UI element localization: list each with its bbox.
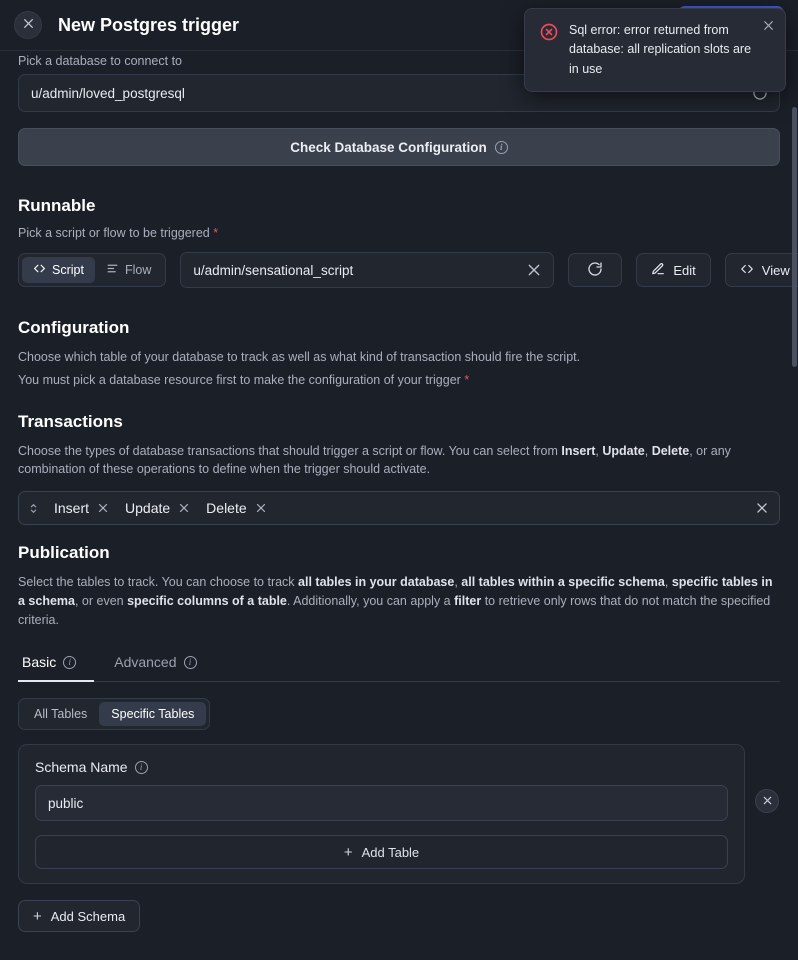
transactions-desc-post: , or any combination of these operations to define when the trigger should activate. — [18, 443, 731, 477]
error-toast — [524, 8, 786, 92]
check-database-configuration-button[interactable] — [18, 128, 780, 166]
tab-advanced[interactable] — [110, 645, 214, 682]
mode-specific-tables[interactable] — [99, 702, 206, 726]
chevron-updown-icon — [27, 502, 40, 515]
mode-all-tables[interactable] — [22, 702, 99, 726]
runnable-path-field — [180, 252, 554, 288]
clear-runnable-icon[interactable] — [526, 262, 542, 278]
refresh-runnable-button[interactable] — [568, 253, 622, 287]
transactions-sep-1: , — [595, 443, 603, 458]
runnable-label-text: Pick a script or flow to be triggered — [18, 226, 210, 240]
transaction-chip-label: Insert — [54, 500, 90, 516]
add-schema-label: Add Schema — [50, 908, 126, 924]
add-table-label: Add Table — [361, 844, 420, 860]
schema-row — [18, 744, 780, 884]
runnable-row — [18, 252, 790, 288]
schema-name-label-row — [35, 759, 728, 775]
close-dialog-button[interactable] — [14, 11, 42, 39]
flow-lines-icon — [106, 262, 119, 278]
configuration-desc-2 — [18, 371, 780, 390]
configuration-desc-1: Choose which table of your database to track as well as what kind of transaction should fire the script. — [18, 350, 581, 364]
remove-chip-icon[interactable] — [255, 502, 267, 514]
configuration-heading: Configuration — [18, 318, 130, 337]
publication-desc — [18, 573, 780, 629]
mode-all-tables-label: All Tables — [34, 707, 88, 722]
configuration-desc-2-text: You must pick a database resource first to make the configuration of your trigger — [18, 372, 461, 387]
tab-flow[interactable] — [95, 257, 162, 283]
publication-bold-1: all tables in your database — [298, 575, 455, 589]
runnable-type-toggle — [18, 253, 166, 287]
publication-heading: Publication — [18, 543, 110, 562]
info-icon: i — [184, 656, 197, 669]
publication-sep-2: , — [664, 575, 672, 589]
code-brackets-icon — [740, 262, 754, 279]
edit-runnable-button[interactable] — [636, 253, 710, 287]
publication-sep-3: , or even — [74, 593, 128, 608]
database-label: Pick a database to connect to — [18, 54, 182, 68]
runnable-path-input[interactable] — [180, 252, 554, 288]
close-icon — [22, 17, 35, 33]
dialog-body — [0, 51, 798, 960]
schema-card — [18, 744, 745, 884]
transactions-bold-update: Update — [602, 443, 645, 458]
transactions-heading: Transactions — [18, 411, 123, 431]
runnable-heading: Runnable — [18, 196, 96, 215]
code-brackets-icon — [33, 262, 46, 278]
transactions-bold-insert: Insert — [561, 443, 596, 458]
transaction-chip-delete[interactable] — [200, 498, 268, 518]
view-runnable-label: View — [761, 262, 790, 278]
tab-flow-label: Flow — [124, 263, 152, 277]
publication-sep-1: , — [454, 575, 462, 589]
view-runnable-button[interactable] — [725, 253, 798, 287]
plus-icon: + — [343, 843, 353, 861]
tab-script[interactable] — [22, 257, 95, 283]
mode-specific-tables-label: Specific Tables — [111, 707, 195, 722]
transaction-chip-label: Update — [125, 500, 171, 516]
tab-script-label: Script — [52, 263, 84, 277]
configuration-required: * — [464, 372, 470, 387]
remove-chip-icon[interactable] — [97, 502, 109, 514]
publication-desc-pre: Select the tables to track. You can choose to track — [18, 575, 299, 589]
remove-schema-button[interactable] — [755, 789, 779, 813]
add-schema-button[interactable] — [18, 900, 140, 932]
toast-close-icon[interactable] — [762, 19, 775, 32]
publication-bold-3: specific tables in a schema — [18, 575, 773, 608]
publication-tabs — [18, 645, 780, 682]
page-title: New Postgres trigger — [58, 14, 240, 35]
schema-name-input[interactable] — [35, 785, 728, 821]
transaction-chip-insert[interactable] — [48, 498, 111, 518]
error-circle-icon — [539, 22, 559, 42]
info-icon: i — [63, 656, 76, 669]
transactions-sep-2: , — [644, 443, 652, 458]
check-database-label: Check Database Configuration — [290, 139, 487, 155]
add-table-button[interactable] — [35, 835, 728, 869]
vertical-scrollbar[interactable] — [792, 107, 797, 367]
publication-sep-4: . Additionally, you can apply a — [286, 593, 455, 608]
edit-runnable-label: Edit — [673, 262, 696, 278]
transactions-desc-pre: Choose the types of database transactions that should trigger a script or flow. You can select from — [18, 443, 562, 458]
publication-desc-post: to retrieve only rows that do not match the specified criteria. — [18, 593, 771, 627]
plus-icon: + — [33, 907, 42, 925]
tab-basic[interactable] — [18, 645, 94, 682]
pencil-icon — [651, 262, 665, 279]
transaction-chip-update[interactable] — [119, 498, 192, 518]
transactions-desc — [18, 442, 780, 480]
info-icon: i — [495, 141, 508, 154]
transaction-chip-label: Delete — [206, 500, 247, 516]
publication-bold-4: specific columns of a table — [127, 593, 287, 608]
publication-bold-5: filter — [454, 593, 482, 608]
info-icon: i — [135, 761, 148, 774]
clear-transactions-icon[interactable] — [755, 501, 769, 515]
transactions-multiselect[interactable] — [18, 491, 780, 525]
table-mode-toggle — [18, 698, 210, 730]
runnable-required: * — [213, 226, 219, 240]
tab-advanced-label: Advanced — [114, 654, 177, 671]
close-icon — [762, 794, 773, 809]
refresh-icon — [587, 261, 603, 280]
runnable-label — [18, 226, 780, 240]
tab-basic-label: Basic — [22, 654, 57, 671]
error-toast-message: Sql error: error returned from database: all replication slots are in use — [569, 23, 752, 76]
publication-bold-2: all tables within a specific schema — [461, 575, 665, 589]
remove-chip-icon[interactable] — [178, 502, 190, 514]
schema-name-label: Schema Name — [35, 759, 128, 776]
transactions-bold-delete: Delete — [651, 443, 690, 458]
